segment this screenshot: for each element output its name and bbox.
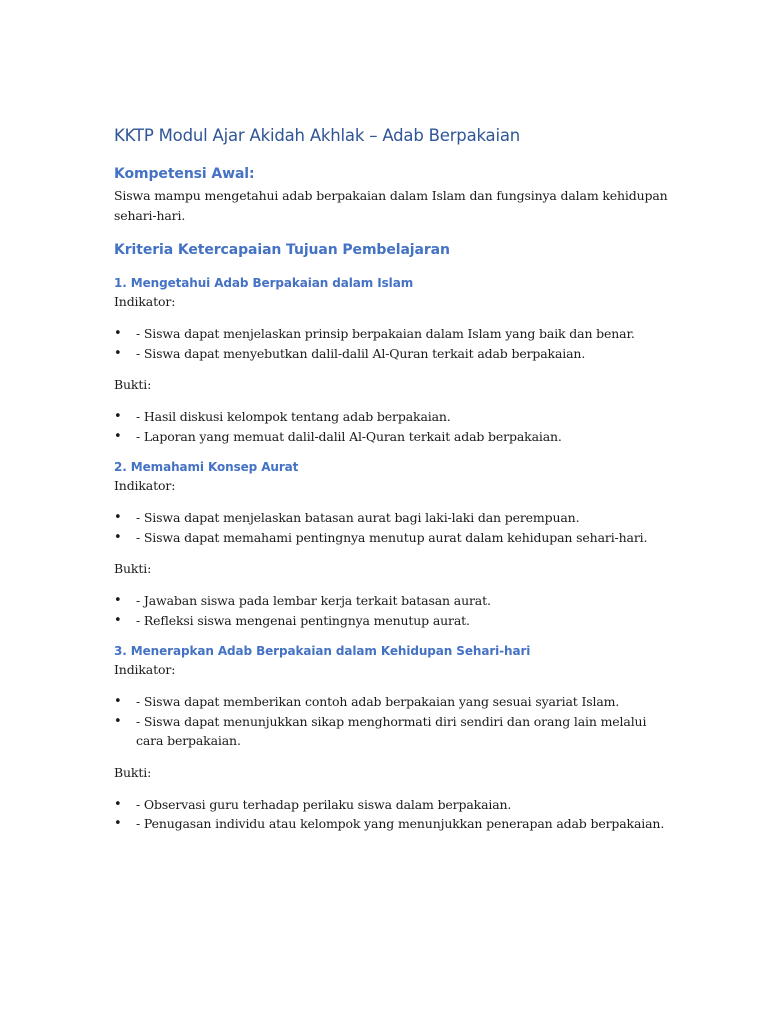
list-item: • - Refleksi siswa mengenai pentingnya menutup aurat.	[114, 611, 674, 631]
list-item: • - Siswa dapat memberikan contoh adab berpakaian yang sesuai syariat Islam.	[114, 692, 674, 712]
list-item: • - Laporan yang memuat dalil-dalil Al-Quran terkait adab berpakaian.	[114, 427, 674, 447]
bullet-dot-icon: •	[114, 713, 122, 729]
section-1-bukti-label: Bukti:	[114, 377, 152, 392]
bullet-dot-icon: •	[114, 510, 122, 525]
section-3-indikator-label: Indikator:	[114, 662, 176, 677]
section-2-indikator-list	[114, 508, 674, 547]
kompetensi-heading: Kompetensi Awal:	[114, 166, 255, 182]
bullet-dot-icon: •	[114, 796, 122, 812]
section-2-bukti-list	[114, 591, 674, 630]
section-3-bukti-list	[114, 795, 674, 834]
section-2-indikator-label: Indikator:	[114, 478, 176, 493]
list-item: • - Penugasan individu atau kelompok yang menunjukkan penerapan adab berpakaian.	[114, 814, 674, 834]
list-item: • - Hasil diskusi kelompok tentang adab berpakaian.	[114, 407, 674, 427]
section-1-bukti-list	[114, 407, 674, 446]
list-item: • - Siswa dapat menunjukkan sikap menghormati diri sendiri dan orang lain melalui cara berpakaian.	[114, 713, 647, 748]
kompetensi-text: Siswa mampu mengetahui adab berpakaian dalam Islam dan fungsinya dalam kehidupan sehari-hari.	[114, 188, 668, 223]
bullet-dot-icon: •	[114, 345, 122, 361]
list-item: • - Siswa dapat menjelaskan batasan aurat bagi laki-laki dan perempuan.	[114, 508, 674, 528]
document-content	[114, 124, 674, 834]
bullet-dot-icon: •	[114, 694, 122, 709]
list-item: • - Jawaban siswa pada lembar kerja terkait batasan aurat.	[114, 591, 674, 611]
section-3-heading: 3. Menerapkan Adab Berpakaian dalam Kehidupan Sehari-hari	[114, 644, 531, 658]
kriteria-heading: Kriteria Ketercapaian Tujuan Pembelajaran	[114, 242, 450, 258]
section-1-indikator-label: Indikator:	[114, 294, 176, 309]
bullet-dot-icon: •	[114, 529, 122, 545]
section-2-bukti-label: Bukti:	[114, 561, 152, 576]
section-2-heading: 2. Memahami Konsep Aurat	[114, 460, 299, 474]
list-item: • - Siswa dapat memahami pentingnya menutup aurat dalam kehidupan sehari-hari.	[114, 528, 674, 548]
list-item: • - Observasi guru terhadap perilaku siswa dalam berpakaian.	[114, 795, 674, 815]
section-3-bukti-label: Bukti:	[114, 764, 152, 780]
section-1-heading: 1. Mengetahui Adab Berpakaian dalam Islam	[114, 276, 414, 290]
list-item: • - Siswa dapat menyebutkan dalil-dalil Al-Quran terkait adab berpakaian.	[114, 344, 674, 364]
bullet-dot-icon: •	[114, 326, 122, 341]
bullet-dot-icon: •	[114, 409, 122, 424]
section-1-indikator-list	[114, 324, 674, 363]
bullet-dot-icon: •	[114, 593, 122, 608]
section-3-indikator-list	[114, 692, 674, 751]
document-title: KKTP Modul Ajar Akidah Akhlak – Adab Berpakaian	[114, 126, 521, 145]
list-item: • - Siswa dapat menjelaskan prinsip berpakaian dalam Islam yang baik dan benar.	[114, 324, 674, 344]
bullet-dot-icon: •	[114, 428, 122, 444]
bullet-dot-icon: •	[114, 816, 122, 831]
bullet-dot-icon: •	[114, 612, 122, 628]
